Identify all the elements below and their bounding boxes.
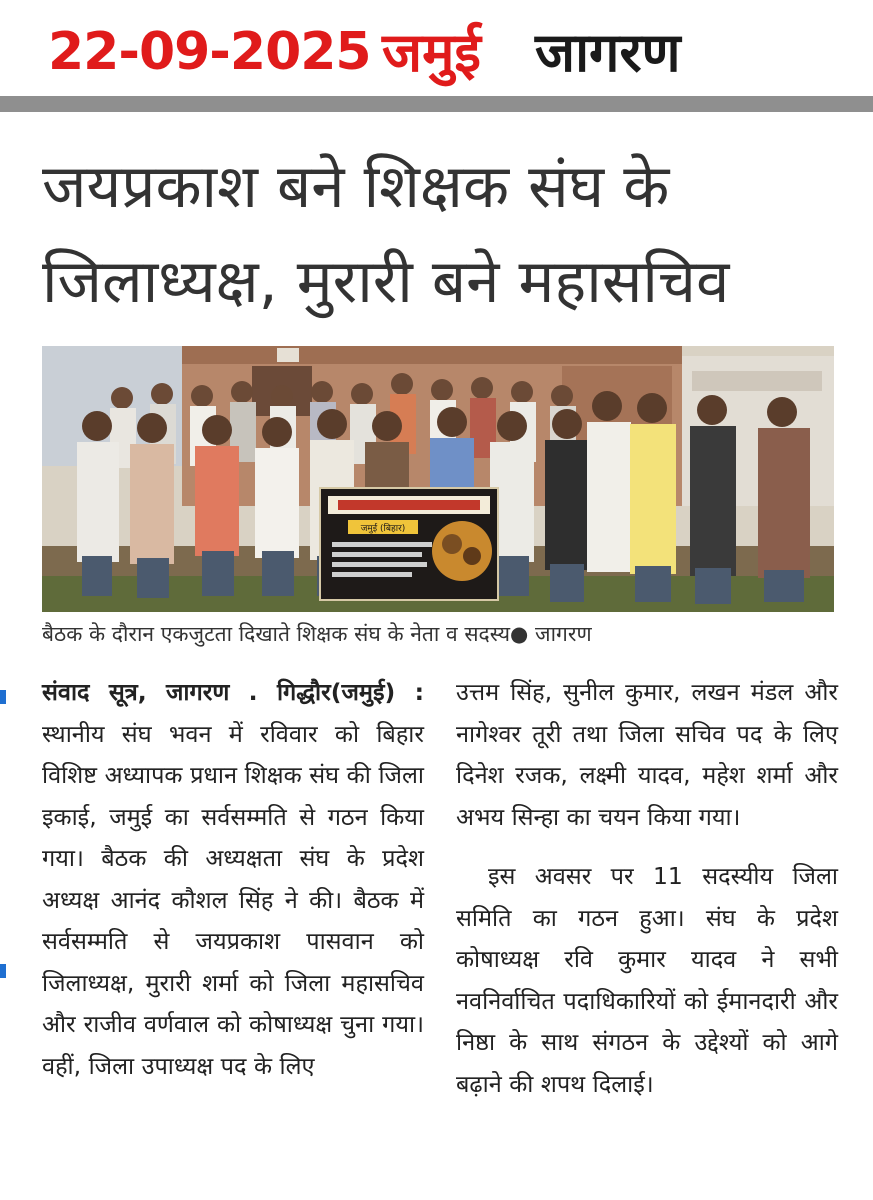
article-byline: संवाद सूत्र, जागरण . गिद्धौर(जमुई) : xyxy=(42,678,424,706)
headline-line-1: जयप्रकाश बने शिक्षक संघ के xyxy=(42,152,670,222)
article-body-col2-para1: उत्तम सिंह, सुनील कुमार, लखन मंडल और नागेश्वर तूरी तथा जिला सचिव पद के लिए दिनेश रजक, लक्ष्मी यादव, महेश शर्मा और अभय सिन्हा का चयन किया गया। xyxy=(456,678,838,831)
photo-caption: बैठक के दौरान एकजुटता दिखाते शिक्षक संघ के नेता व सदस्य● जागरण xyxy=(42,622,592,646)
header-divider xyxy=(0,96,873,112)
group-photo xyxy=(42,346,834,612)
publication-date: 22-09-2025 xyxy=(48,22,371,82)
brand-name-jagran: जागरण xyxy=(535,21,681,84)
banner-district-text: जमुई (बिहार) xyxy=(360,524,406,534)
article-headline xyxy=(42,140,842,330)
article-body-col2-para2: इस अवसर पर 11 सदस्यीय जिला समिति का गठन हुआ। संघ के प्रदेश कोषाध्यक्ष रवि कुमार यादव ने सभी नवनिर्वाचित पदाधिकारियों को ईमानदारी और निष्ठा के साथ संगठन के उद्देश्यों को आगे बढ़ाने की शपथ दिलाई। xyxy=(456,862,838,1098)
article-body-col1: स्थानीय संघ भवन में रविवार को बिहार विशिष्ट अध्यापक प्रधान शिक्षक संघ की जिला इकाई, जमुई का सर्वसम्मति से गठन किया गया। बैठक की अध्यक्षता संघ के प्रदेश अध्यक्ष आनंद कौशल सिंह ने की। बैठक में सर्वसम्मति से जयप्रकाश पासवान को जिलाध्यक्ष, मुरारी शर्मा को जिला महासचिव और राजीव वर्णवाल को कोषाध्यक्ष चुना गया। वहीं, जिला उपाध्यक्ष पद के लिए xyxy=(42,719,424,1080)
column-marker xyxy=(0,690,6,704)
article-column-right xyxy=(456,672,838,1105)
article-column-left xyxy=(42,672,424,1087)
group-photo-illustration xyxy=(42,346,834,612)
brand-name-jamui: जमुई xyxy=(382,21,481,84)
headline-line-2: जिलाध्यक्ष, मुरारी बने महासचिव xyxy=(42,247,730,317)
column-marker xyxy=(0,964,6,978)
masthead xyxy=(0,0,873,96)
